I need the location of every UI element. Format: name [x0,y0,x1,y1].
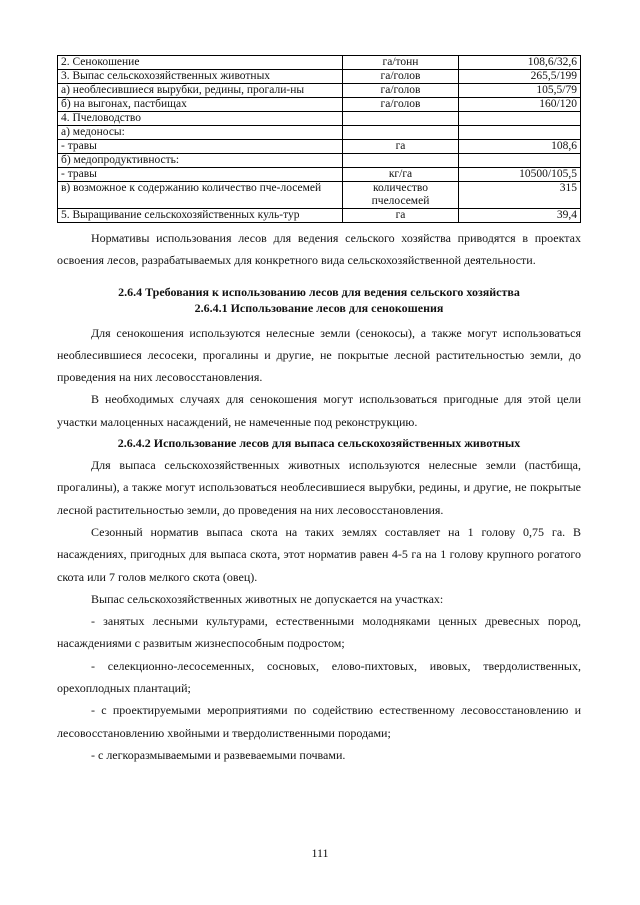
cell-name: б) медопродуктивность: [58,154,343,168]
cell-value: 108,6 [459,140,581,154]
list-item-plantations: - селекционно-лесосеменных, сосновых, елово-пихтовых, ивовых, твердолиственных, орехоплодных плантаций; [57,658,581,696]
table-row [58,70,581,84]
table-row [58,84,581,98]
table-row [58,126,581,140]
cell-value: 108,6/32,6 [459,56,581,70]
cell-name: 3. Выпас сельскохозяйственных животных [58,70,343,84]
page-content [57,55,581,766]
paragraph-grazing-restrictions: Выпас сельскохозяйственных животных не допускается на участках: [91,591,444,606]
table-row [58,56,581,70]
list-item-erodible-soils: - с легкоразмываемыми и развеваемыми почвами. [91,747,346,762]
table-row [58,140,581,154]
cell-unit: га [343,140,459,154]
table-row [58,154,581,168]
cell-unit: га/голов [343,70,459,84]
cell-unit: га [343,209,459,223]
cell-name: а) необлесившиеся вырубки, редины, прогали-ны [58,84,343,98]
paragraph-haymaking-lands: Для сенокошения используются нелесные земли (сенокосы), а также могут использоваться необлесившиеся лесосеки, прогалины и другие, не покрытые лесной растительностью земли, до проведения на них лесовосстановления. [57,325,581,385]
table-row [58,112,581,126]
cell-name: б) на выгонах, пастбищах [58,98,343,112]
cell-name: в) возможное к содержанию количество пче-лосемей [58,182,343,209]
cell-value: 105,5/79 [459,84,581,98]
cell-name: 5. Выращивание сельскохозяйственных куль-тур [58,209,343,223]
cell-unit: га/голов [343,84,459,98]
cell-value: 10500/105,5 [459,168,581,182]
table-row [58,98,581,112]
paragraph-norms: Нормативы использования лесов для ведения сельского хозяйства приводятся в проектах освоения лесов, разрабатываемых для конкретного вида сельскохозяйственной деятельности. [57,231,581,268]
section-heading-2-6-4: 2.6.4 Требования к использованию лесов для ведения сельского хозяйства [118,284,520,299]
paragraph-haymaking-stands: В необходимых случаях для сенокошения могут использоваться пригодные для этой цели участки малоценных насаждений, не намеченные под реконструкцию. [57,392,581,429]
cell-value: 160/120 [459,98,581,112]
cell-name: 2. Сенокошение [58,56,343,70]
section-heading-2-6-4-2: 2.6.4.2 Использование лесов для выпаса сельскохозяйственных животных [117,436,521,451]
cell-unit: кг/га [343,168,459,182]
cell-value: 265,5/199 [459,70,581,84]
cell-value [459,126,581,140]
cell-unit: количество пчелосемей [343,182,459,209]
list-item-forest-crops: - занятых лесными культурами, естественными молодняками ценных древесных пород, насаждениями с развитым жизнеспособным подростом; [57,614,581,651]
cell-name: - травы [58,140,343,154]
cell-unit [343,112,459,126]
cell-name: а) медоносы: [58,126,343,140]
cell-unit [343,154,459,168]
cell-name: 4. Пчеловодство [58,112,343,126]
list-item-reforestation: - с проектируемыми мероприятиями по содействию естественному лесовосстановлению и лесовосстановлению хвойными и твердолиственными породами; [57,703,581,740]
cell-value: 315 [459,182,581,209]
section-heading-2-6-4-1: 2.6.4.1 Использование лесов для сенокошения [194,300,444,315]
paragraph-grazing-norm: Сезонный норматив выпаса скота на таких землях составляет на 1 голову 0,75 га. В насаждениях, пригодных для выпаса скота, этот норматив равен 4-5 га на 1 голову крупного рогатого скота или 7 голов мелкого скота (овец). [57,524,581,584]
page-number: 111 [311,846,329,860]
cell-value [459,154,581,168]
cell-unit: га/голов [343,98,459,112]
norms-table [57,55,581,223]
cell-unit: га/тонн [343,56,459,70]
cell-value [459,112,581,126]
table-row [58,182,581,209]
table-row [58,209,581,223]
cell-name: - травы [58,168,343,182]
cell-value: 39,4 [459,209,581,223]
cell-unit [343,126,459,140]
table-row [58,168,581,182]
paragraph-grazing-lands: Для выпаса сельскохозяйственных животных используются нелесные земли (пастбища, прогалины), а также могут использоваться необлесившиеся вырубки, редины, и другие, не покрытые лесной растительностью земли, до проведения на них лесовосстановления. [57,458,581,517]
